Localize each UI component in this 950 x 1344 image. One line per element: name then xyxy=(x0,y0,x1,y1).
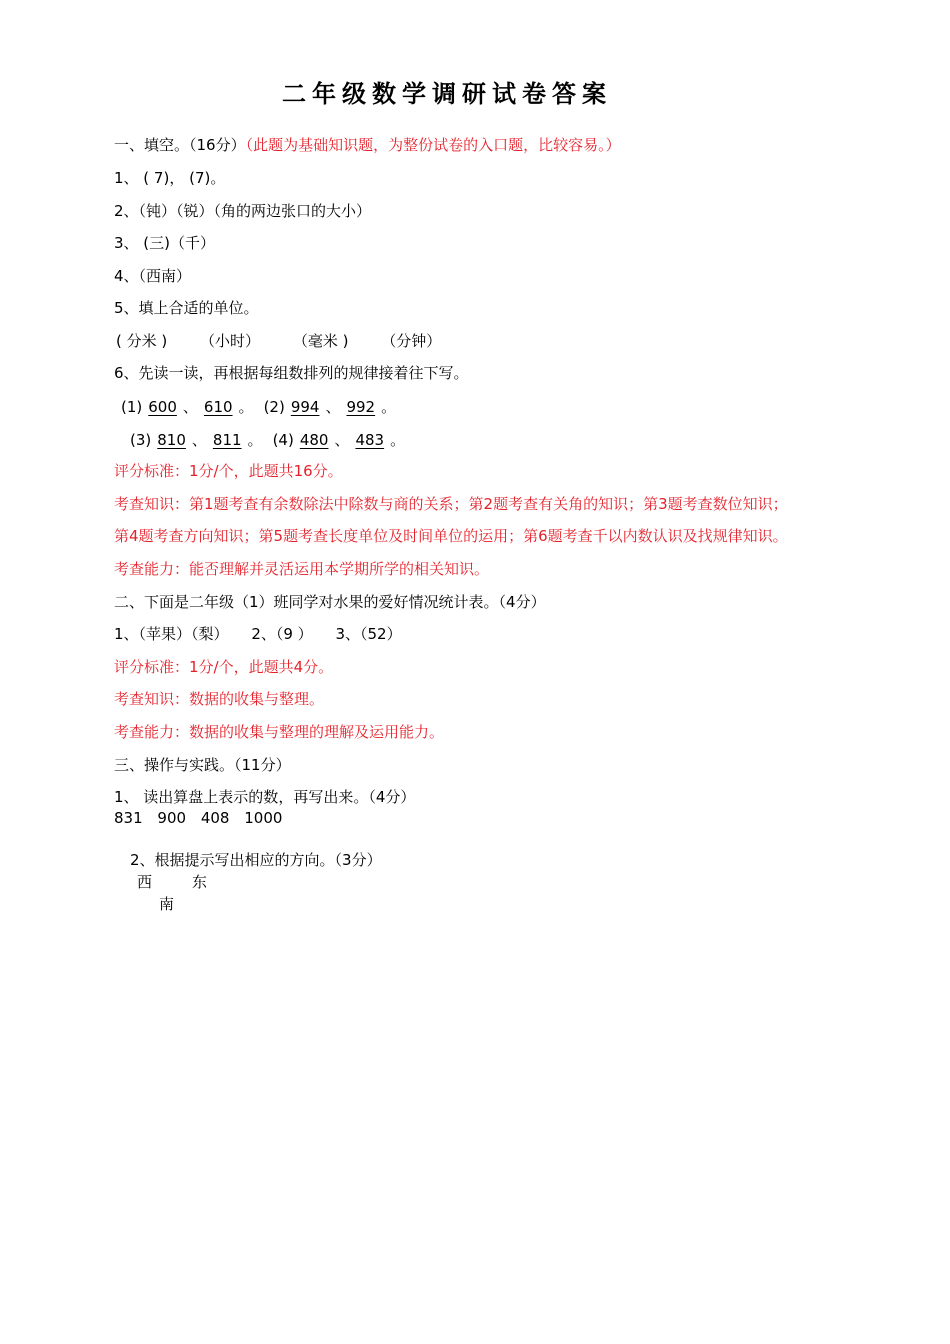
pattern-answer: 994 xyxy=(290,398,320,416)
s1-scoring: 评分标准：1分/个，此题共16分。 xyxy=(114,462,343,480)
s1-question-6-row-2 xyxy=(130,430,405,450)
pattern-answer: 992 xyxy=(346,398,376,416)
period: 。 xyxy=(390,431,406,449)
s1-question-5: 5、填上合适的单位。 xyxy=(114,299,259,317)
pattern-answer: 610 xyxy=(203,398,233,416)
unit-answer: （分钟） xyxy=(381,332,442,350)
page-title: 二年级数学调研试卷答案 xyxy=(282,80,612,108)
abacus-number: 1000 xyxy=(244,809,283,827)
s1-question-6: 6、先读一读，再根据每组数排列的规律接着往下写。 xyxy=(114,364,469,382)
pattern-label: (2) xyxy=(263,398,285,416)
unit-answer: ( 分米 ) xyxy=(116,332,168,350)
s1-knowledge-line-1: 考查知识：第1题考查有余数除法中除数与商的关系；第2题考查有关角的知识；第3题考查数位知识； xyxy=(114,495,788,513)
pattern-label: (3) xyxy=(130,431,152,449)
separator: 、 xyxy=(334,431,350,449)
direction-south: 南 xyxy=(159,895,175,913)
section-2-heading: 二、下面是二年级（1）班同学对水果的爱好情况统计表。（4分） xyxy=(114,593,546,611)
separator: 、 xyxy=(182,398,198,416)
section-1-heading xyxy=(114,135,621,155)
s2-answer: 2、（9 ） xyxy=(251,625,313,643)
pattern-answer: 600 xyxy=(148,398,177,416)
pattern-answer: 810 xyxy=(157,431,186,449)
abacus-number: 900 xyxy=(157,809,187,827)
separator: 、 xyxy=(191,431,207,449)
s3-question-1: 1、 读出算盘上表示的数，再写出来。（4分） xyxy=(114,788,416,806)
period: 。 xyxy=(238,398,254,416)
section-1-heading-note: （此题为基础知识题，为整份试卷的入口题，比较容易。） xyxy=(245,136,621,154)
s2-answer: 3、（52） xyxy=(335,625,402,643)
section-3-heading: 三、操作与实践。（11分） xyxy=(114,756,291,774)
pattern-label: (4) xyxy=(272,431,294,449)
s1-question-3: 3、 (三)（千） xyxy=(114,234,216,252)
s1-question-5-units xyxy=(116,331,441,351)
direction-east: 东 xyxy=(192,873,208,891)
s1-question-6-row-1 xyxy=(121,397,396,417)
pattern-answer: 480 xyxy=(299,431,329,449)
s3-question-2: 2、根据提示写出相应的方向。（3分） xyxy=(130,851,382,869)
unit-answer: （毫米 ) xyxy=(292,332,349,350)
s1-knowledge-line-2: 第4题考查方向知识；第5题考查长度单位及时间单位的运用；第6题考查千以内数认识及找规律知识。 xyxy=(114,527,788,545)
separator: 、 xyxy=(325,398,341,416)
unit-answer: （小时） xyxy=(200,332,261,350)
s1-question-4: 4、（西南） xyxy=(114,267,192,285)
s1-question-2: 2、（钝）（锐）（角的两边张口的大小） xyxy=(114,202,372,220)
s1-question-1: 1、 ( 7)， (7)。 xyxy=(114,169,226,187)
abacus-number: 408 xyxy=(200,809,230,827)
abacus-number: 831 xyxy=(114,809,143,827)
s2-knowledge: 考查知识：数据的收集与整理。 xyxy=(114,690,325,708)
s2-ability: 考查能力：数据的收集与整理的理解及运用能力。 xyxy=(114,723,445,741)
period: 。 xyxy=(247,431,263,449)
s2-answer: 1、（苹果）（梨） xyxy=(114,625,229,643)
section-1-heading-text: 一、填空。（16分） xyxy=(114,136,246,154)
direction-west: 西 xyxy=(137,873,153,891)
pattern-answer: 483 xyxy=(355,431,385,449)
s1-ability: 考查能力：能否理解并灵活运用本学期所学的相关知识。 xyxy=(114,560,490,578)
s2-scoring: 评分标准：1分/个，此题共4分。 xyxy=(114,658,334,676)
s2-answers xyxy=(114,624,402,644)
s3-question-1-numbers xyxy=(114,808,282,828)
pattern-label: (1) xyxy=(121,398,143,416)
period: 。 xyxy=(381,398,397,416)
pattern-answer: 811 xyxy=(212,431,242,449)
